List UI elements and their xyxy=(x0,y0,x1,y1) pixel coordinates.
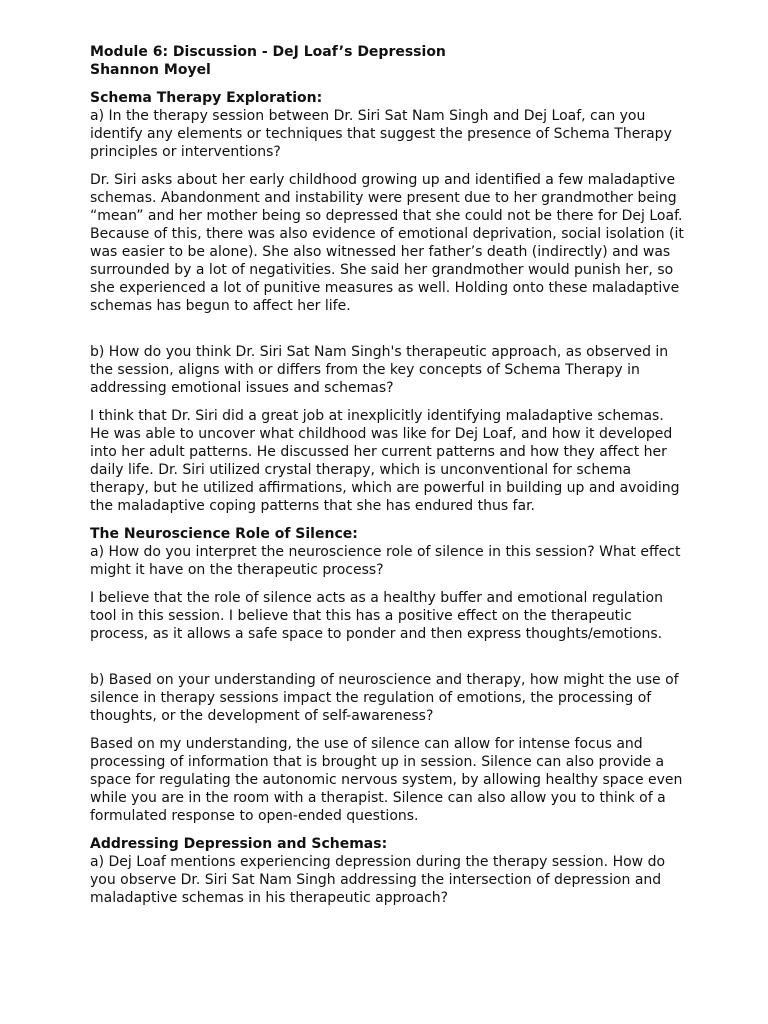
question-schema-b: b) How do you think Dr. Siri Sat Nam Singh's therapeutic approach, as observed in the session, aligns with or differs from the key concepts of Schema Therapy in addressing emotional issues and schemas? xyxy=(90,344,669,396)
section-heading-depression: Addressing Depression and Schemas: xyxy=(90,836,388,852)
answer-schema-a: Dr. Siri asks about her early childhood growing up and identified a few maladaptive schemas. Abandonment and instability were present due to her grandmother being “mean” and her mother being so depressed that she could not be there for Dej Loaf. Because of this, there was also evidence of emotional deprivation, social isolation (it was easier to be alone). She also witnessed her father’s death (indirectly) and was surrounded by a lot of negativities. She said her grandmother would punish her, so she experienced a lot of punitive measures as well. Holding onto these maladaptive schemas has begun to affect her life. xyxy=(90,172,684,314)
section-silence xyxy=(90,525,686,825)
answer-silence-a: I believe that the role of silence acts as a healthy buffer and emotional regulation tool in this session. I believe that this has a positive effect on the therapeutic process, as it allows a safe space to ponder and then express thoughts/emotions. xyxy=(90,590,663,642)
document-title: Module 6: Discussion - DeJ Loaf’s Depression xyxy=(90,44,446,60)
section-heading-schema: Schema Therapy Exploration: xyxy=(90,90,323,106)
answer-silence-b: Based on my understanding, the use of silence can allow for intense focus and processing of information that is brought up in session. Silence can also provide a space for regulating the autonomic nervous system, by allowing healthy space even while you are in the room with a therapist. Silence can also allow you to think of a formulated response to open-ended questions. xyxy=(90,736,683,824)
question-silence-b: b) Based on your understanding of neuroscience and therapy, how might the use of silence in therapy sessions impact the regulation of emotions, the processing of thoughts, or the development of self-awareness? xyxy=(90,672,679,724)
question-schema-a: a) In the therapy session between Dr. Siri Sat Nam Singh and Dej Loaf, can you identify any elements or techniques that suggest the presence of Schema Therapy principles or interventions? xyxy=(90,108,672,160)
question-silence-a: a) How do you interpret the neuroscience role of silence in this session? What effect might it have on the therapeutic process? xyxy=(90,544,681,578)
section-schema xyxy=(90,89,686,515)
section-heading-silence: The Neuroscience Role of Silence: xyxy=(90,526,358,542)
spacer xyxy=(90,325,686,343)
section-depression xyxy=(90,835,686,907)
spacer xyxy=(90,653,686,671)
document-author: Shannon Moyel xyxy=(90,62,211,78)
answer-schema-b: I think that Dr. Siri did a great job at inexplicitly identifying maladaptive schemas. He was able to uncover what childhood was like for Dej Loaf, and how it developed into her adult patterns. He discussed her current patterns and how they affect her daily life. Dr. Siri utilized crystal therapy, which is unconventional for schema therapy, but he utilized affirmations, which are powerful in building up and avoiding the maladaptive coping patterns that she has endured thus far. xyxy=(90,408,680,514)
title-block xyxy=(90,43,686,79)
document-page xyxy=(90,43,686,917)
question-depression-a: a) Dej Loaf mentions experiencing depression during the therapy session. How do you observe Dr. Siri Sat Nam Singh addressing the intersection of depression and maladaptive schemas in his therapeutic approach? xyxy=(90,854,666,906)
